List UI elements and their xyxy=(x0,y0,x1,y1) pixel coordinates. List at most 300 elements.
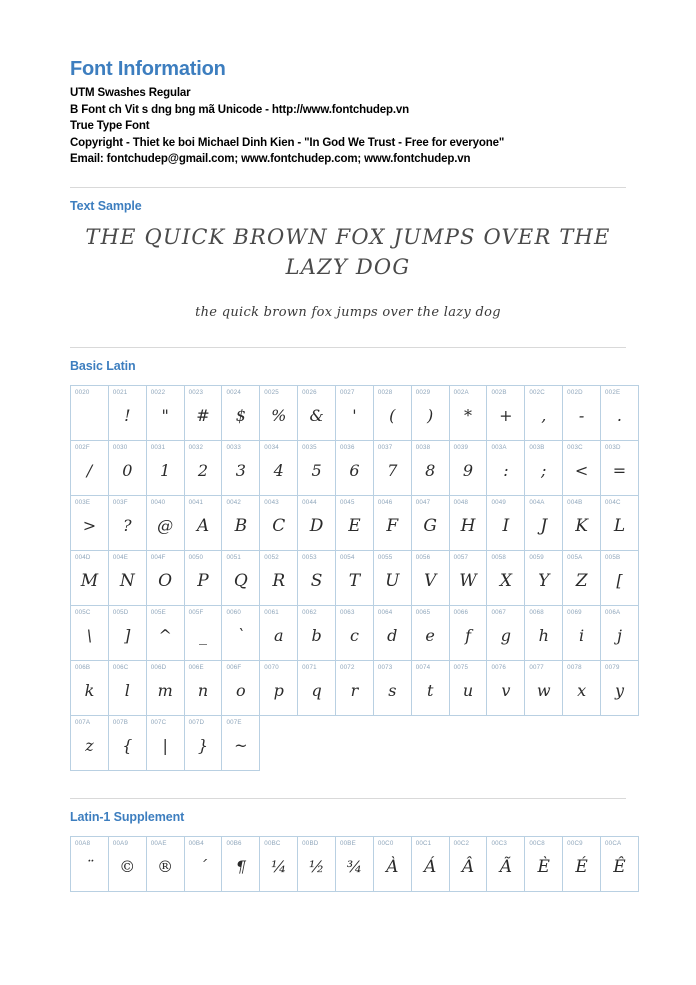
codepoint-label: 0077 xyxy=(529,663,544,671)
glyph-preview: u xyxy=(462,680,474,700)
codepoint-label: 00C2 xyxy=(453,839,470,847)
glyph-cell[interactable] xyxy=(222,550,260,605)
codepoint-label: 0053 xyxy=(302,553,317,561)
codepoint-label: 00B4 xyxy=(188,839,204,847)
glyph-preview: 3 xyxy=(235,460,246,480)
glyph-cell[interactable] xyxy=(108,660,146,715)
glyph-preview: ( xyxy=(389,405,396,425)
glyph-cell[interactable] xyxy=(146,440,184,495)
codepoint-label: 00AE xyxy=(150,839,167,847)
glyph-cell[interactable] xyxy=(411,385,449,440)
glyph-cell[interactable] xyxy=(487,660,525,715)
glyph-cell[interactable] xyxy=(298,440,336,495)
glyph-cell[interactable] xyxy=(336,660,374,715)
codepoint-label: 0038 xyxy=(415,443,431,451)
glyph-cell[interactable] xyxy=(525,385,563,440)
codepoint-label: 0047 xyxy=(415,498,431,506)
glyph-cell-empty xyxy=(525,715,563,770)
glyph-preview: a xyxy=(273,625,284,645)
glyph-preview: > xyxy=(82,515,97,535)
codepoint-label: 005F xyxy=(188,608,204,616)
codepoint-label: 0031 xyxy=(150,443,166,451)
glyph-cell-empty xyxy=(373,715,411,770)
glyph-cell[interactable] xyxy=(449,440,487,495)
glyph-cell[interactable] xyxy=(525,836,563,891)
codepoint-label: 007C xyxy=(150,718,167,726)
glyph-cell[interactable] xyxy=(184,715,222,770)
glyph-preview: _ xyxy=(199,625,207,645)
glyph-cell[interactable] xyxy=(146,550,184,605)
glyph-cell[interactable] xyxy=(260,660,298,715)
glyph-cell[interactable] xyxy=(487,495,525,550)
codepoint-label: 0067 xyxy=(491,608,507,616)
glyph-preview: ´ xyxy=(199,856,207,876)
font-metadata-block xyxy=(70,85,626,168)
codepoint-label: 0029 xyxy=(415,388,431,396)
glyph-cell-empty xyxy=(487,715,525,770)
glyph-preview: \ xyxy=(86,625,93,645)
codepoint-label: 004F xyxy=(150,553,166,561)
codepoint-label: 0071 xyxy=(302,663,317,671)
glyph-preview: . xyxy=(616,405,622,425)
glyph-cell[interactable] xyxy=(71,660,109,715)
codepoint-label: 003F xyxy=(112,498,128,506)
sample-lowercase-line: the quick brown fox jumps over the lazy dog xyxy=(195,304,501,320)
glyph-cell[interactable] xyxy=(108,495,146,550)
glyph-cell[interactable] xyxy=(601,550,639,605)
glyph-preview: c xyxy=(349,625,359,645)
glyph-cell[interactable] xyxy=(563,495,601,550)
glyph-preview: 2 xyxy=(197,460,209,480)
glyph-cell[interactable] xyxy=(298,495,336,550)
glyph-preview: q xyxy=(311,680,322,700)
glyph-cell[interactable] xyxy=(260,550,298,605)
glyph-cell[interactable] xyxy=(525,440,563,495)
codepoint-label: 004A xyxy=(529,498,545,506)
glyph-preview: r xyxy=(350,680,359,700)
glyph-cell[interactable] xyxy=(563,440,601,495)
glyph-preview: = xyxy=(612,460,627,480)
codepoint-label: 003C xyxy=(567,443,583,451)
glyph-cell[interactable] xyxy=(373,495,411,550)
glyph-cell[interactable] xyxy=(525,605,563,660)
glyph-preview: y xyxy=(614,680,624,700)
glyph-cell[interactable] xyxy=(449,550,487,605)
glyph-preview: s xyxy=(388,680,397,700)
codepoint-label: 00C1 xyxy=(415,839,432,847)
glyph-preview: G xyxy=(423,515,437,536)
glyph-cell[interactable] xyxy=(146,385,184,440)
glyph-cell[interactable] xyxy=(373,605,411,660)
glyph-cell[interactable] xyxy=(222,385,260,440)
glyph-cell[interactable] xyxy=(449,605,487,660)
glyph-cell[interactable] xyxy=(260,836,298,891)
codepoint-label: 0061 xyxy=(264,608,279,616)
codepoint-label: 0028 xyxy=(377,388,393,396)
glyph-cell[interactable] xyxy=(487,550,525,605)
glyph-cell[interactable] xyxy=(449,495,487,550)
glyph-preview: " xyxy=(161,405,169,425)
codepoint-label: 006F xyxy=(226,663,242,671)
glyph-preview: i xyxy=(579,625,585,645)
glyph-cell[interactable] xyxy=(411,660,449,715)
glyph-cell[interactable] xyxy=(71,495,109,550)
codepoint-label: 0045 xyxy=(340,498,355,506)
glyph-cell[interactable] xyxy=(71,605,109,660)
font-copyright-line: Copyright - Thiet ke boi Michael Dinh Kien - "In God We Trust - Free for everyone" xyxy=(70,136,505,149)
glyph-preview: x xyxy=(577,680,587,700)
glyph-cell[interactable] xyxy=(336,550,374,605)
codepoint-label: 0030 xyxy=(112,443,128,451)
glyph-preview: 7 xyxy=(387,460,398,480)
glyph-cell[interactable] xyxy=(336,605,374,660)
codepoint-label: 00C9 xyxy=(567,839,583,847)
glyph-cell[interactable] xyxy=(411,605,449,660)
glyph-cell[interactable] xyxy=(222,440,260,495)
glyph-preview: ¾ xyxy=(346,856,363,876)
glyph-cell[interactable] xyxy=(146,495,184,550)
section-heading-latin1-supplement: Latin-1 Supplement xyxy=(70,809,185,824)
glyph-preview: L xyxy=(613,515,626,536)
codepoint-label: 0022 xyxy=(150,388,166,396)
codepoint-label: 003E xyxy=(75,498,91,506)
glyph-preview: 0 xyxy=(122,460,133,480)
glyph-preview: 5 xyxy=(311,460,322,480)
glyph-cell[interactable] xyxy=(298,836,336,891)
glyph-cell[interactable] xyxy=(184,385,222,440)
glyph-cell[interactable] xyxy=(298,550,336,605)
glyph-preview: 1 xyxy=(160,460,171,480)
codepoint-label: 00BD xyxy=(302,839,319,847)
glyph-cell-empty xyxy=(260,715,298,770)
glyph-preview: w xyxy=(536,680,551,700)
glyph-cell[interactable] xyxy=(71,440,109,495)
glyph-cell[interactable] xyxy=(71,715,109,770)
codepoint-label: 0056 xyxy=(415,553,431,561)
glyph-cell[interactable] xyxy=(449,836,487,891)
glyph-cell[interactable] xyxy=(373,440,411,495)
glyph-cell[interactable] xyxy=(298,660,336,715)
codepoint-label: 0024 xyxy=(226,388,242,396)
glyph-preview: ) xyxy=(427,405,434,425)
glyph-cell-empty xyxy=(563,715,601,770)
glyph-cell[interactable] xyxy=(146,605,184,660)
codepoint-label: 004E xyxy=(112,553,129,561)
glyph-preview: ! xyxy=(124,405,131,425)
glyph-cell[interactable] xyxy=(563,550,601,605)
glyph-cell-empty xyxy=(601,715,639,770)
codepoint-label: 0039 xyxy=(453,443,469,451)
glyph-row xyxy=(71,660,639,715)
codepoint-label: 0023 xyxy=(188,388,204,396)
glyph-row xyxy=(71,495,639,550)
glyph-preview: / xyxy=(86,460,93,480)
glyph-cell[interactable] xyxy=(411,836,449,891)
glyph-cell[interactable] xyxy=(222,660,260,715)
glyph-preview: t xyxy=(426,680,434,700)
glyph-cell[interactable] xyxy=(373,660,411,715)
codepoint-label: 002C xyxy=(529,388,545,396)
glyph-preview: $ xyxy=(235,405,246,425)
glyph-cell[interactable] xyxy=(108,715,146,770)
sample-uppercase-line-2: LAZY DOG xyxy=(285,254,411,279)
glyph-cell[interactable] xyxy=(336,385,374,440)
codepoint-label: 0032 xyxy=(188,443,204,451)
glyph-preview: K xyxy=(575,515,588,536)
glyph-cell[interactable] xyxy=(184,495,222,550)
glyph-cell[interactable] xyxy=(449,385,487,440)
glyph-cell[interactable] xyxy=(525,495,563,550)
glyph-cell[interactable] xyxy=(336,836,374,891)
codepoint-label: 0057 xyxy=(453,553,469,561)
glyph-cell[interactable] xyxy=(71,385,109,440)
codepoint-label: 0040 xyxy=(150,498,166,506)
glyph-preview: U xyxy=(385,570,400,591)
glyph-table-body xyxy=(71,385,639,770)
glyph-table-latin1-supplement xyxy=(70,836,639,892)
glyph-cell[interactable] xyxy=(222,715,260,770)
codepoint-label: 0049 xyxy=(491,498,507,506)
codepoint-label: 007A xyxy=(75,718,91,726)
codepoint-label: 00BC xyxy=(264,839,281,847)
codepoint-label: 0060 xyxy=(226,608,242,616)
glyph-cell[interactable] xyxy=(108,605,146,660)
glyph-cell[interactable] xyxy=(260,605,298,660)
glyph-cell[interactable] xyxy=(601,660,639,715)
glyph-preview: À xyxy=(386,856,399,877)
divider-latin1-supplement xyxy=(70,798,626,799)
glyph-cell[interactable] xyxy=(601,440,639,495)
glyph-cell[interactable] xyxy=(411,440,449,495)
glyph-preview: V xyxy=(424,570,437,591)
codepoint-label: 006E xyxy=(188,663,204,671)
codepoint-label: 0021 xyxy=(112,388,128,396)
glyph-preview: ; xyxy=(541,460,547,480)
glyph-preview: E xyxy=(348,515,361,536)
glyph-preview: # xyxy=(196,405,210,425)
glyph-preview: W xyxy=(459,570,477,591)
codepoint-label: 007E xyxy=(226,718,242,726)
glyph-preview: ' xyxy=(352,405,357,425)
glyph-cell[interactable] xyxy=(411,495,449,550)
glyph-cell[interactable] xyxy=(146,715,184,770)
glyph-cell[interactable] xyxy=(146,836,184,891)
codepoint-label: 0027 xyxy=(340,388,355,396)
glyph-preview: É xyxy=(575,856,588,877)
glyph-preview: , xyxy=(541,405,547,425)
divider-text-sample xyxy=(70,187,626,188)
glyph-preview: : xyxy=(503,460,509,480)
glyph-cell[interactable] xyxy=(373,836,411,891)
glyph-cell[interactable] xyxy=(222,495,260,550)
glyph-cell[interactable] xyxy=(411,550,449,605)
glyph-cell[interactable] xyxy=(487,605,525,660)
glyph-cell[interactable] xyxy=(525,550,563,605)
glyph-preview: e xyxy=(425,625,435,645)
glyph-cell[interactable] xyxy=(146,660,184,715)
glyph-preview: C xyxy=(272,515,286,536)
glyph-row xyxy=(71,385,639,440)
codepoint-label: 0025 xyxy=(264,388,279,396)
glyph-preview: R xyxy=(272,570,286,591)
codepoint-label: 0076 xyxy=(491,663,507,671)
glyph-cell[interactable] xyxy=(336,440,374,495)
glyph-cell[interactable] xyxy=(563,660,601,715)
glyph-preview: } xyxy=(197,735,209,755)
codepoint-label: 007B xyxy=(112,718,129,726)
codepoint-label: 00C0 xyxy=(377,839,394,847)
glyph-preview: Y xyxy=(538,570,550,591)
glyph-preview: + xyxy=(499,405,513,425)
codepoint-label: 003D xyxy=(605,443,621,451)
glyph-preview: m xyxy=(157,680,173,700)
glyph-preview: ? xyxy=(123,515,132,535)
codepoint-label: 00CA xyxy=(605,839,622,847)
codepoint-label: 00C8 xyxy=(529,839,545,847)
glyph-preview: o xyxy=(236,680,246,700)
codepoint-label: 006D xyxy=(150,663,167,671)
glyph-cell[interactable] xyxy=(184,550,222,605)
codepoint-label: 00A8 xyxy=(75,839,91,847)
glyph-cell[interactable] xyxy=(525,660,563,715)
glyph-preview: f xyxy=(465,625,471,645)
glyph-table-basic-latin xyxy=(70,385,639,771)
sample-uppercase-line-1: THE QUICK BROWN FOX JUMPS OVER THE xyxy=(85,224,611,249)
glyph-cell[interactable] xyxy=(298,385,336,440)
glyph-cell[interactable] xyxy=(487,836,525,891)
glyph-cell[interactable] xyxy=(563,385,601,440)
codepoint-label: 002E xyxy=(605,388,621,396)
glyph-cell[interactable] xyxy=(108,836,146,891)
glyph-preview: M xyxy=(80,570,99,591)
glyph-preview: l xyxy=(124,680,130,700)
section-heading-basic-latin: Basic Latin xyxy=(70,358,136,373)
glyph-preview: D xyxy=(309,515,324,536)
codepoint-label: 00BE xyxy=(340,839,356,847)
glyph-cell[interactable] xyxy=(222,836,260,891)
glyph-preview: [ xyxy=(616,570,623,590)
glyph-cell[interactable] xyxy=(449,660,487,715)
codepoint-label: 003A xyxy=(491,443,507,451)
codepoint-label: 004C xyxy=(605,498,621,506)
glyph-row xyxy=(71,836,639,891)
glyph-preview: Ã xyxy=(499,856,513,877)
glyph-preview: k xyxy=(84,680,95,700)
glyph-cell[interactable] xyxy=(71,550,109,605)
codepoint-label: 0058 xyxy=(491,553,507,561)
glyph-cell[interactable] xyxy=(222,605,260,660)
text-sample-block xyxy=(70,222,626,322)
glyph-preview: @ xyxy=(157,515,174,535)
glyph-cell[interactable] xyxy=(184,440,222,495)
glyph-cell[interactable] xyxy=(260,495,298,550)
glyph-preview: S xyxy=(310,570,323,591)
glyph-cell[interactable] xyxy=(601,385,639,440)
glyph-cell[interactable] xyxy=(487,440,525,495)
glyph-cell-empty xyxy=(336,715,374,770)
glyph-cell[interactable] xyxy=(184,836,222,891)
codepoint-label: 005B xyxy=(605,553,621,561)
font-email-line: Email: fontchudep@gmail.com; www.fontchudep.com; www.fontchudep.vn xyxy=(70,153,471,165)
glyph-row xyxy=(71,605,639,660)
glyph-preview: b xyxy=(311,625,322,645)
glyph-preview: F xyxy=(386,515,399,536)
glyph-cell-empty xyxy=(449,715,487,770)
codepoint-label: 0078 xyxy=(567,663,582,671)
glyph-cell[interactable] xyxy=(601,605,639,660)
glyph-cell[interactable] xyxy=(601,495,639,550)
glyph-cell[interactable] xyxy=(601,836,639,891)
codepoint-label: 0041 xyxy=(188,498,204,506)
glyph-preview: * xyxy=(464,405,473,425)
glyph-preview: g xyxy=(500,625,511,645)
glyph-preview: B xyxy=(234,515,248,536)
glyph-cell[interactable] xyxy=(184,605,222,660)
glyph-preview: ® xyxy=(157,856,174,876)
section-heading-text-sample: Text Sample xyxy=(70,198,142,213)
codepoint-label: 002F xyxy=(75,443,90,451)
codepoint-label: 003B xyxy=(529,443,545,451)
codepoint-label: 0054 xyxy=(340,553,355,561)
glyph-cell[interactable] xyxy=(71,836,109,891)
glyph-preview: ½ xyxy=(308,856,325,876)
glyph-cell[interactable] xyxy=(487,385,525,440)
codepoint-label: 0026 xyxy=(302,388,317,396)
page-title: Font Information xyxy=(70,58,226,80)
glyph-cell[interactable] xyxy=(184,660,222,715)
glyph-cell[interactable] xyxy=(373,550,411,605)
codepoint-label: 0042 xyxy=(226,498,242,506)
codepoint-label: 005E xyxy=(150,608,166,616)
glyph-preview: - xyxy=(578,405,585,425)
glyph-preview: Z xyxy=(575,570,588,591)
codepoint-label: 002A xyxy=(453,388,469,396)
codepoint-label: 0043 xyxy=(264,498,279,506)
glyph-cell[interactable] xyxy=(108,550,146,605)
glyph-preview: Â xyxy=(461,856,475,877)
glyph-preview: < xyxy=(574,460,589,480)
glyph-cell[interactable] xyxy=(260,440,298,495)
glyph-cell[interactable] xyxy=(563,836,601,891)
glyph-preview: 6 xyxy=(349,460,360,480)
glyph-cell[interactable] xyxy=(563,605,601,660)
codepoint-label: 0033 xyxy=(226,443,242,451)
codepoint-label: 0036 xyxy=(340,443,355,451)
glyph-preview: N xyxy=(119,570,135,591)
glyph-cell[interactable] xyxy=(260,385,298,440)
glyph-preview: | xyxy=(162,735,168,755)
glyph-cell[interactable] xyxy=(108,440,146,495)
font-name-line: UTM Swashes Regular xyxy=(70,87,191,99)
codepoint-label: 0063 xyxy=(340,608,355,616)
glyph-cell[interactable] xyxy=(373,385,411,440)
glyph-cell[interactable] xyxy=(298,605,336,660)
codepoint-label: 0046 xyxy=(377,498,393,506)
codepoint-label: 0044 xyxy=(302,498,317,506)
glyph-cell[interactable] xyxy=(336,495,374,550)
codepoint-label: 0052 xyxy=(264,553,279,561)
codepoint-label: 0055 xyxy=(377,553,393,561)
font-website-line: B Font ch Vit s dng bng mã Unicode - http://www.fontchudep.vn xyxy=(70,103,410,116)
glyph-preview: n xyxy=(197,680,209,700)
codepoint-label: 0064 xyxy=(377,608,393,616)
codepoint-label: 0070 xyxy=(264,663,279,671)
glyph-cell[interactable] xyxy=(108,385,146,440)
glyph-preview: Q xyxy=(233,570,248,591)
glyph-preview: 9 xyxy=(462,460,474,480)
codepoint-label: 0079 xyxy=(605,663,620,671)
codepoint-label: 006B xyxy=(75,663,91,671)
